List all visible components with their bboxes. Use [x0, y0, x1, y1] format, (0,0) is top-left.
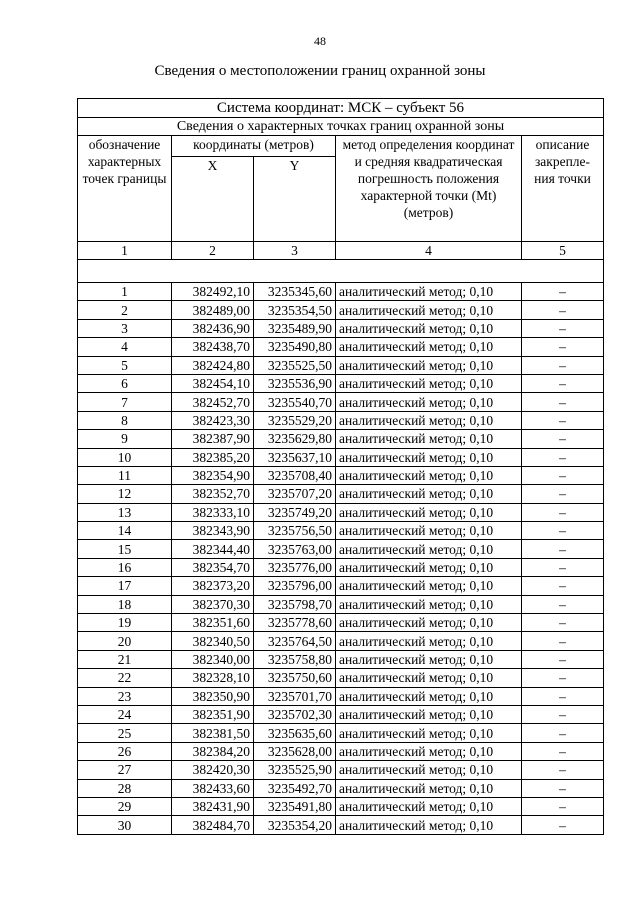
coord-system-label: Система координат: МСК – субъект 56 [78, 99, 604, 118]
column-number-row [78, 242, 604, 260]
y-coordinate: 3235525,90 [254, 761, 336, 779]
document-title: Сведения о местоположении границ охранной зоны [154, 63, 486, 79]
fixing-description: – [522, 301, 604, 319]
y-coordinate: 3235525,50 [254, 356, 336, 374]
x-coordinate: 382484,70 [172, 816, 254, 834]
method-cell: аналитический метод; 0,10 [336, 595, 522, 613]
fixing-description: – [522, 319, 604, 337]
fixing-description: – [522, 356, 604, 374]
fixing-description: – [522, 374, 604, 392]
subtitle-row [78, 118, 604, 136]
point-number: 19 [78, 614, 172, 632]
fixing-description: – [522, 283, 604, 301]
fixing-description: – [522, 724, 604, 742]
header-y: Y [254, 157, 336, 242]
y-coordinate: 3235749,20 [254, 503, 336, 521]
method-cell: аналитический метод; 0,10 [336, 448, 522, 466]
method-cell: аналитический метод; 0,10 [336, 669, 522, 687]
column-number: 3 [254, 242, 336, 260]
method-cell: аналитический метод; 0,10 [336, 338, 522, 356]
x-coordinate: 382350,90 [172, 687, 254, 705]
point-number: 15 [78, 540, 172, 558]
table-row [78, 485, 604, 503]
x-coordinate: 382433,60 [172, 779, 254, 797]
table-row [78, 705, 604, 723]
table-row [78, 687, 604, 705]
y-coordinate: 3235635,60 [254, 724, 336, 742]
x-coordinate: 382423,30 [172, 411, 254, 429]
table-row [78, 577, 604, 595]
x-coordinate: 382352,70 [172, 485, 254, 503]
point-number: 14 [78, 522, 172, 540]
point-number: 18 [78, 595, 172, 613]
fixing-description: – [522, 448, 604, 466]
point-number: 16 [78, 558, 172, 576]
point-number: 3 [78, 319, 172, 337]
fixing-description: – [522, 595, 604, 613]
y-coordinate: 3235750,60 [254, 669, 336, 687]
y-coordinate: 3235345,60 [254, 283, 336, 301]
table-row [78, 283, 604, 301]
table-row [78, 761, 604, 779]
x-coordinate: 382370,30 [172, 595, 254, 613]
method-cell: аналитический метод; 0,10 [336, 687, 522, 705]
header-coordinates: координаты (метров) [172, 136, 336, 157]
y-coordinate: 3235529,20 [254, 411, 336, 429]
x-coordinate: 382452,70 [172, 393, 254, 411]
fixing-description: – [522, 632, 604, 650]
y-coordinate: 3235489,90 [254, 319, 336, 337]
y-coordinate: 3235540,70 [254, 393, 336, 411]
y-coordinate: 3235708,40 [254, 466, 336, 484]
y-coordinate: 3235763,00 [254, 540, 336, 558]
table-row [78, 301, 604, 319]
table-row [78, 503, 604, 521]
y-coordinate: 3235536,90 [254, 374, 336, 392]
x-coordinate: 382340,00 [172, 650, 254, 668]
table-row [78, 558, 604, 576]
x-coordinate: 382489,00 [172, 301, 254, 319]
point-number: 23 [78, 687, 172, 705]
y-coordinate: 3235491,80 [254, 797, 336, 815]
method-cell: аналитический метод; 0,10 [336, 797, 522, 815]
x-coordinate: 382340,50 [172, 632, 254, 650]
point-number: 26 [78, 742, 172, 760]
table-row [78, 393, 604, 411]
point-number: 5 [78, 356, 172, 374]
fixing-description: – [522, 393, 604, 411]
column-number: 5 [522, 242, 604, 260]
y-coordinate: 3235707,20 [254, 485, 336, 503]
point-number: 21 [78, 650, 172, 668]
column-number: 1 [78, 242, 172, 260]
x-coordinate: 382492,10 [172, 283, 254, 301]
y-coordinate: 3235702,30 [254, 705, 336, 723]
table-row [78, 724, 604, 742]
point-number: 11 [78, 466, 172, 484]
y-coordinate: 3235796,00 [254, 577, 336, 595]
fixing-description: – [522, 761, 604, 779]
y-coordinate: 3235776,00 [254, 558, 336, 576]
x-coordinate: 382381,50 [172, 724, 254, 742]
x-coordinate: 382354,70 [172, 558, 254, 576]
table-row [78, 595, 604, 613]
point-number: 20 [78, 632, 172, 650]
method-cell: аналитический метод; 0,10 [336, 466, 522, 484]
x-coordinate: 382351,60 [172, 614, 254, 632]
table-row [78, 319, 604, 337]
y-coordinate: 3235629,80 [254, 430, 336, 448]
x-coordinate: 382344,40 [172, 540, 254, 558]
header-x: X [172, 157, 254, 242]
method-cell: аналитический метод; 0,10 [336, 503, 522, 521]
point-number: 8 [78, 411, 172, 429]
method-cell: аналитический метод; 0,10 [336, 614, 522, 632]
point-number: 17 [78, 577, 172, 595]
header-fixing: описание закрепле-ния точки [522, 136, 604, 242]
table-row [78, 779, 604, 797]
method-cell: аналитический метод; 0,10 [336, 742, 522, 760]
x-coordinate: 382431,90 [172, 797, 254, 815]
x-coordinate: 382420,30 [172, 761, 254, 779]
point-number: 6 [78, 374, 172, 392]
fixing-description: – [522, 503, 604, 521]
point-number: 28 [78, 779, 172, 797]
fixing-description: – [522, 485, 604, 503]
y-coordinate: 3235764,50 [254, 632, 336, 650]
fixing-description: – [522, 705, 604, 723]
table-row [78, 356, 604, 374]
x-coordinate: 382436,90 [172, 319, 254, 337]
point-number: 4 [78, 338, 172, 356]
point-number: 24 [78, 705, 172, 723]
table-row [78, 650, 604, 668]
table-row [78, 669, 604, 687]
point-number: 2 [78, 301, 172, 319]
x-coordinate: 382384,20 [172, 742, 254, 760]
x-coordinate: 382351,90 [172, 705, 254, 723]
x-coordinate: 382333,10 [172, 503, 254, 521]
method-cell: аналитический метод; 0,10 [336, 650, 522, 668]
fixing-description: – [522, 816, 604, 834]
point-number: 29 [78, 797, 172, 815]
point-number: 22 [78, 669, 172, 687]
method-cell: аналитический метод; 0,10 [336, 724, 522, 742]
table-row [78, 742, 604, 760]
y-coordinate: 3235490,80 [254, 338, 336, 356]
method-cell: аналитический метод; 0,10 [336, 632, 522, 650]
method-cell: аналитический метод; 0,10 [336, 301, 522, 319]
x-coordinate: 382438,70 [172, 338, 254, 356]
column-number: 4 [336, 242, 522, 260]
method-cell: аналитический метод; 0,10 [336, 558, 522, 576]
method-cell: аналитический метод; 0,10 [336, 485, 522, 503]
y-coordinate: 3235701,70 [254, 687, 336, 705]
method-cell: аналитический метод; 0,10 [336, 411, 522, 429]
point-number: 13 [78, 503, 172, 521]
boundary-points-table [77, 98, 604, 835]
method-cell: аналитический метод; 0,10 [336, 540, 522, 558]
table-row [78, 338, 604, 356]
fixing-description: – [522, 540, 604, 558]
fixing-description: – [522, 522, 604, 540]
fixing-description: – [522, 411, 604, 429]
fixing-description: – [522, 466, 604, 484]
column-number: 2 [172, 242, 254, 260]
method-cell: аналитический метод; 0,10 [336, 522, 522, 540]
header-designation: обозначение характерных точек границы [78, 136, 172, 242]
header-row [78, 136, 604, 157]
coord-system-row [78, 99, 604, 118]
header-method: метод определения координат и средняя квадратическая погрешность положения характерной точки (Mt) (метров) [336, 136, 522, 242]
y-coordinate: 3235628,00 [254, 742, 336, 760]
point-number: 12 [78, 485, 172, 503]
method-cell: аналитический метод; 0,10 [336, 283, 522, 301]
blank-cell [78, 260, 604, 283]
page-number: 48 [314, 34, 326, 48]
method-cell: аналитический метод; 0,10 [336, 577, 522, 595]
method-cell: аналитический метод; 0,10 [336, 393, 522, 411]
fixing-description: – [522, 687, 604, 705]
y-coordinate: 3235354,50 [254, 301, 336, 319]
table-row [78, 448, 604, 466]
y-coordinate: 3235798,70 [254, 595, 336, 613]
fixing-description: – [522, 742, 604, 760]
x-coordinate: 382387,90 [172, 430, 254, 448]
fixing-description: – [522, 650, 604, 668]
y-coordinate: 3235756,50 [254, 522, 336, 540]
method-cell: аналитический метод; 0,10 [336, 705, 522, 723]
fixing-description: – [522, 558, 604, 576]
method-cell: аналитический метод; 0,10 [336, 319, 522, 337]
point-number: 25 [78, 724, 172, 742]
fixing-description: – [522, 614, 604, 632]
y-coordinate: 3235492,70 [254, 779, 336, 797]
point-number: 7 [78, 393, 172, 411]
method-cell: аналитический метод; 0,10 [336, 356, 522, 374]
table-row [78, 632, 604, 650]
table-row [78, 614, 604, 632]
point-number: 27 [78, 761, 172, 779]
fixing-description: – [522, 669, 604, 687]
table-row [78, 522, 604, 540]
x-coordinate: 382354,90 [172, 466, 254, 484]
blank-row [78, 260, 604, 283]
table-row [78, 540, 604, 558]
table-subtitle: Сведения о характерных точках границ охранной зоны [78, 118, 604, 136]
y-coordinate: 3235778,60 [254, 614, 336, 632]
point-number: 30 [78, 816, 172, 834]
point-number: 10 [78, 448, 172, 466]
method-cell: аналитический метод; 0,10 [336, 761, 522, 779]
table-row [78, 430, 604, 448]
y-coordinate: 3235637,10 [254, 448, 336, 466]
method-cell: аналитический метод; 0,10 [336, 816, 522, 834]
fixing-description: – [522, 577, 604, 595]
fixing-description: – [522, 430, 604, 448]
table-row [78, 816, 604, 834]
method-cell: аналитический метод; 0,10 [336, 374, 522, 392]
table-row [78, 797, 604, 815]
x-coordinate: 382373,20 [172, 577, 254, 595]
x-coordinate: 382385,20 [172, 448, 254, 466]
method-cell: аналитический метод; 0,10 [336, 779, 522, 797]
y-coordinate: 3235354,20 [254, 816, 336, 834]
point-number: 9 [78, 430, 172, 448]
x-coordinate: 382424,80 [172, 356, 254, 374]
table-row [78, 374, 604, 392]
fixing-description: – [522, 338, 604, 356]
x-coordinate: 382328,10 [172, 669, 254, 687]
table-row [78, 411, 604, 429]
table-row [78, 466, 604, 484]
fixing-description: – [522, 779, 604, 797]
y-coordinate: 3235758,80 [254, 650, 336, 668]
x-coordinate: 382454,10 [172, 374, 254, 392]
point-number: 1 [78, 283, 172, 301]
x-coordinate: 382343,90 [172, 522, 254, 540]
method-cell: аналитический метод; 0,10 [336, 430, 522, 448]
fixing-description: – [522, 797, 604, 815]
